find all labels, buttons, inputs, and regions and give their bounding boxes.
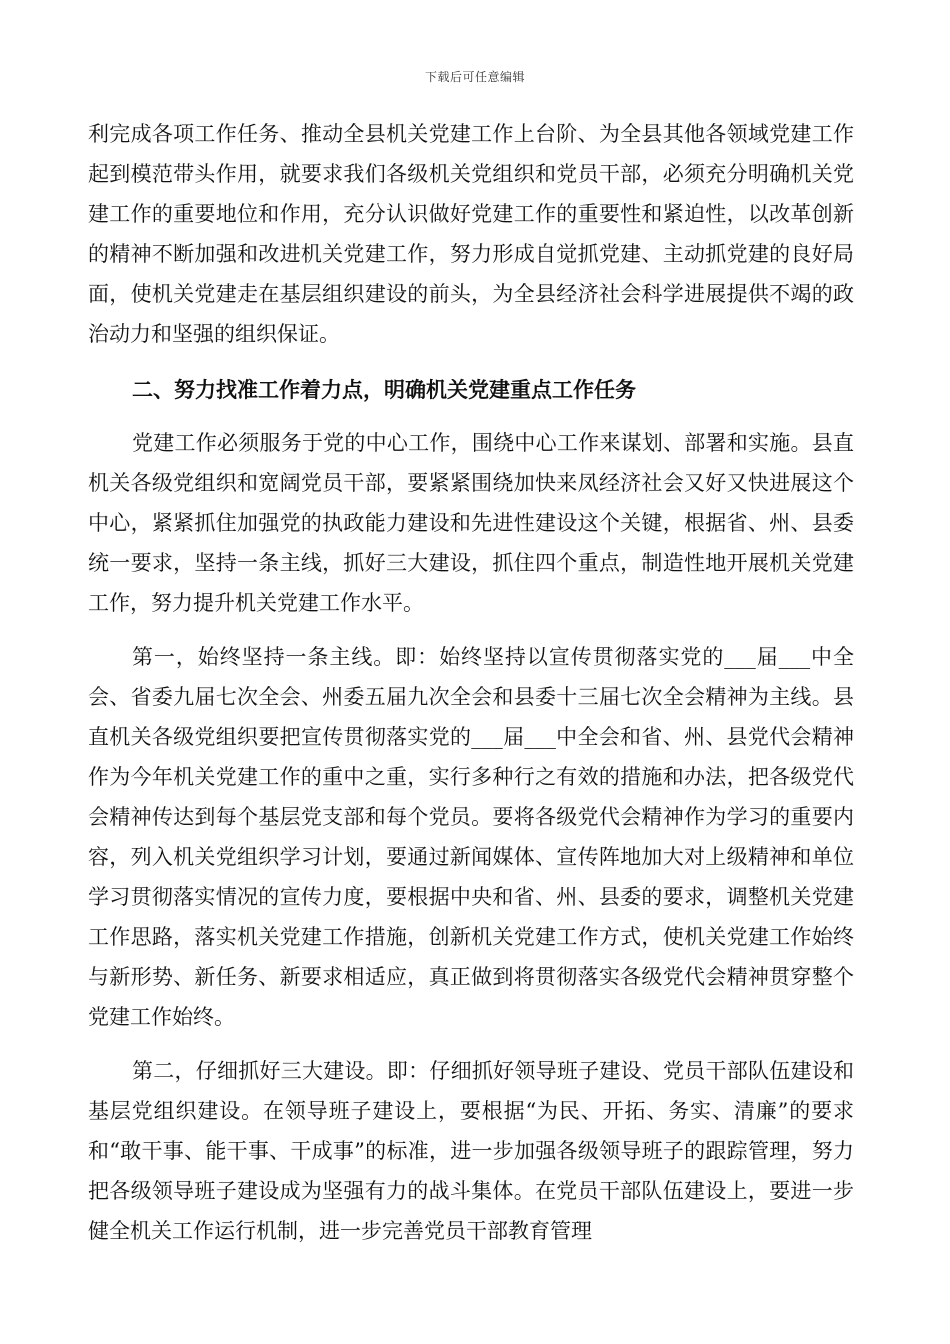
paragraph-second-point: 第二，仔细抓好三大建设。即：仔细抓好领导班子建设、党员干部队伍建设和基层党组织建设。在领导班子建设上，要根据“为民、开拓、务实、清廉”的要求和“敢干事、能干事、干成事”的标准，进一步加强各级领导班子的跟踪管理，努力把各级领导班子建设成为坚强有力的战斗集体。在党员干部队伍建设上，要进一步健全机关工作运行机制，进一步完善党员干部教育管理 (88, 1059, 854, 1243)
paragraph-continuation: 利完成各项工作任务、推动全县机关党建工作上台阶、为全县其他各领域党建工作起到模范带头作用，就要求我们各级机关党组织和党员干部，必须充分明确机关党建工作的重要地位和作用，充分认识做好党建工作的重要性和紧迫性，以改革创新的精神不断加强和改进机关党建工作，努力形成自觉抓党建、主动抓党建的良好局面，使机关党建走在基层组织建设的前头，为全县经济社会科学进展提供不竭的政治动力和坚强的组织保证。 (88, 122, 854, 346)
paragraph-intro: 党建工作必须服务于党的中心工作，围绕中心工作来谋划、部署和实施。县直机关各级党组织和宽阔党员干部，要紧紧围绕加快来凤经济社会又好又快进展这个中心，紧紧抓住加强党的执政能力建设和先进性建设这个关键，根据省、州、县委统一要求，坚持一条主线，抓好三大建设，抓住四个重点，制造性地开展机关党建工作，努力提升机关党建工作水平。 (88, 431, 854, 615)
document-body (88, 114, 854, 1251)
page-header-note: 下载后可任意编辑 (424, 70, 525, 84)
section-heading: 二、努力找准工作着力点，明确机关党建重点工作任务 (132, 377, 636, 402)
paragraph-first-point: 第一，始终坚持一条主线。即：始终坚持以宣传贯彻落实党的___届___中全会、省委九届七次全会、州委五届九次全会和县委十三届七次全会精神为主线。县直机关各级党组织要把宣传贯彻落实党的___届___中全会和省、州、县党代会精神作为今年机关党建工作的重中之重，实行多种行之有效的措施和办法，把各级党代会精神传达到每个基层党支部和每个党员。要将各级党代会精神作为学习的重要内容，列入机关党组织学习计划，要通过新闻媒体、宣传阵地加大对上级精神和单位学习贯彻落实情况的宣传力度，要根据中央和省、州、县委的要求，调整机关党建工作思路，落实机关党建工作措施，创新机关党建工作方式，使机关党建工作始终与新形势、新任务、新要求相适应，真正做到将贯彻落实各级党代会精神贯穿整个党建工作始终。 (88, 645, 854, 1029)
